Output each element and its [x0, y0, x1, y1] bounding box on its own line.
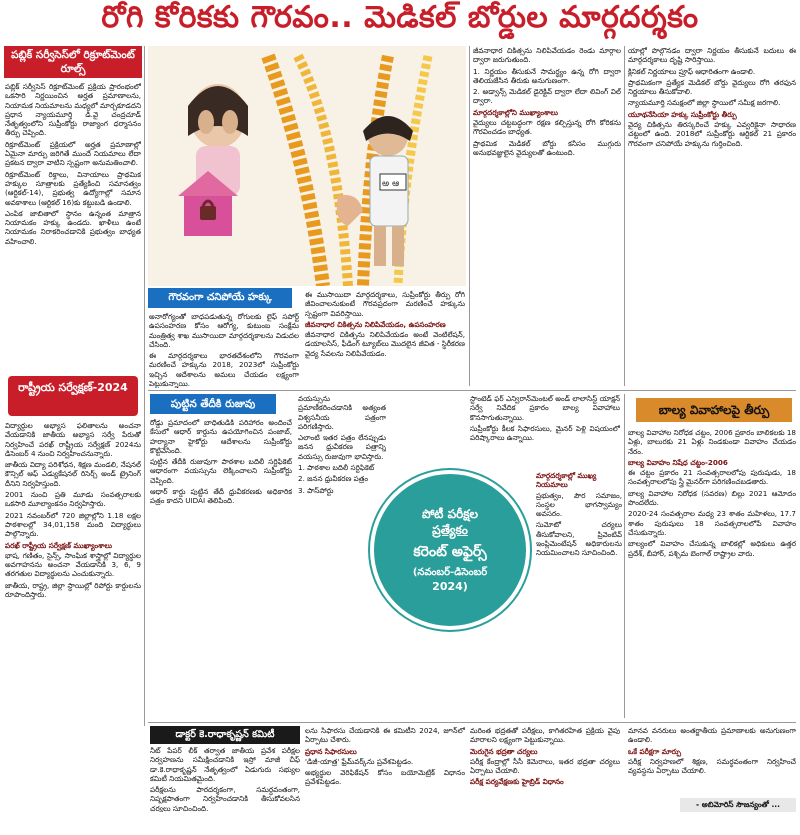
euthanasia-illustration: [148, 46, 466, 286]
dignity-para: జీవనాధార చికిత్సను నిలిపివేయడం అంటే వెంటిలేషన్, డయాలసిస్, ఫీడింగ్ ట్యూబ్‌లు మొదలైన జీవిత - స్థిరీకరణ వైద్య సేవలను నిలిపివేయడం.: [305, 330, 465, 358]
committee-para: లను సిఫారసు చేయడానికి ఈ కమిటీని 2024, జూన్‌లో ఏర్పాటు చేశారు.: [305, 726, 465, 745]
committee-para: పరీక్షలను పారదర్శకంగా, సమర్థవంతంగా, నిష్పక్షపాతంగా నిర్వహించడానికి తీసుకోవలసిన చర్యలు సూచించింది.: [150, 785, 300, 812]
masthead: [0, 0, 800, 42]
recruitment-title-text: పబ్లిక్ సర్వీసెస్‌లో రిక్రూట్‌మెంట్ రూల్స్: [11, 49, 135, 75]
child-marriage-title-text: బాల్య వివాహాలపై తీర్పు: [658, 403, 770, 417]
birthdate-para: ఆధార్ కార్డు పుట్టిన తేదీ ధ్రువీకరణకు అధికారిక పత్రం కాదని UIDAI తెలిపింది.: [150, 487, 292, 506]
survey-para: భాష, గణితం, సైన్స్, సాంఘిక శాస్త్రాల్లో విద్యార్థుల అవగాహనను అంచనా వేయడానికి 3, 6, 9 తరగతుల విద్యార్థులను ఎంచుకున్నారు.: [5, 550, 141, 579]
svg-text:అ ఆ: అ ఆ: [382, 179, 400, 189]
committee-para: మానవ వనరులు అంతర్జాతీయ ప్రమాణాలకు అనుగుణంగా ఉండాలి.: [628, 726, 796, 745]
birthdate-para: 3. పాస్‌పోర్టు: [298, 485, 334, 495]
committee-title-text: డాక్టర్ కె.రాధాకృష్ణన్ కమిటీ: [175, 729, 275, 740]
dignity-col1: [149, 312, 299, 388]
guidelines-subhead: యూథనేసియా హక్కు సుప్రీంకోర్టు తీర్పు: [628, 109, 737, 119]
birthdate-title-text: పుట్టిన తేదీకి రుజువు: [170, 398, 256, 410]
promo-line: కరెంట్ అఫైర్స్: [413, 544, 487, 560]
section-title-child-marriage: [636, 398, 792, 422]
guidelines-col2: [628, 46, 796, 386]
committee-para: మరింత భద్రతతో పరీక్షలు, కాగితరహిత ప్రక్రియ వైపు మారాలని లక్ష్యంగా పెట్టుకున్నాయి.: [470, 726, 620, 745]
guidelines-para: వైద్య చికిత్సను తిరస్కరించే హక్కు ఎవ్వరికైనా సాధారణ చట్టంలో ఉంది. 2018లో సుప్రీంకోర్టు ఆర్టికల్ 21 ప్రకారం గౌరవంగా చనిపోయే హక్కును గుర్తించింది.: [628, 120, 796, 148]
dignity-para: ఈ ముసాయిదా మార్గదర్శకాలు, సుప్రీంకోర్టు తీర్పు రోగి జీవించాలనుకుంటే గౌరవప్రదంగా మరణించే హక్కును స్పష్టంగా వివరిస్తాయి.: [305, 290, 465, 318]
birthdate-para: వయస్సును ప్రమాణీకరించడానికి అత్యంత విశ్వసనీయ పత్రంగా పరిగణిస్తారు.: [298, 394, 386, 431]
guidelines-para: యాల్లో పొల్గొనడం ద్వారా నిర్ణయం తీసుకునే బదులు ఈ మార్గదర్శకాలు దృష్టి సారిస్తాయి.: [628, 46, 796, 65]
child-marriage-para: సుప్రీంకోర్టు కీలక సిఫారసులు, మైనర్ పెళ్లి విషయంలో పరిష్కారాలు ఉన్నాయి.: [470, 423, 620, 443]
guidelines-col1: [473, 46, 621, 386]
child-marriage-col1b: [536, 470, 622, 718]
section-title-recruitment: [4, 46, 142, 78]
child-marriage-para: ప్రభుత్వం, పౌర సమాజం, సంస్థల భాగస్వామ్యం అవసరం.: [536, 490, 622, 519]
dignity-subhead: జీవనాధార చికిత్సను నిలిపివేయడం, ఉపసంహరణ: [305, 319, 446, 329]
column-divider: [144, 46, 145, 726]
column-divider: [469, 46, 470, 386]
guidelines-para: 1. నిర్ణయం తీసుకునే సామర్థ్యం ఉన్న రోగి ద్వారా తెలియజేసిన తీరుకు అనుగుణంగా.: [473, 66, 621, 85]
child-marriage-verdict-para: బాల్య వివాహాల నిరోధక చట్టం, 2006 ప్రకారం బాలికలకు 18 ఏళ్లు, బాలురకు 21 ఏళ్లు నిండకుండా వివాహం చేయడం నేరం.: [628, 428, 796, 456]
illustration-svg: [148, 46, 466, 286]
committee-subhead: మెరుగైన భద్రతా చర్యలు: [470, 746, 538, 756]
next-headline-cropped: [0, 816, 800, 835]
committee-col4: [628, 726, 796, 800]
guidelines-para: జీవనాధార చికిత్సను నిలిపివేయడం రెండు మార్గాల ద్వారా జరుగుతుంది.: [473, 46, 621, 65]
survey-body: [5, 421, 141, 721]
recruitment-para: పబ్లిక్ సర్వీసెస్ రిక్రూట్‌మెంట్ ప్రక్రియ ప్రారంభంలో ఒకసారి నిర్ణయించిన అర్హత ప్రమాణాలను, నియామక నియమాలను మధ్యలో మార్చకూడదని ప్రధాన న్యాయమూర్తి డి.వై చంద్రచూడ్ నేతృత్వంలోని సుప్రీంకోర్టు రాజ్యాంగ ధర్మాసనం తీర్పు చెప్పింది.: [5, 82, 141, 138]
birthdate-col1: [150, 418, 292, 718]
column-divider: [624, 394, 625, 718]
child-marriage-subhead: మార్గదర్శకాల్లో ముఖ్య నియమాలు: [536, 471, 597, 490]
survey-para: 2021 నవంబర్‌లో 720 జిల్లాల్లోని 1.18 లక్షల పాఠశాలల్లో 34,01,158 మంది విద్యార్థులు పాల్గొన్నారు.: [5, 510, 141, 539]
child-marriage-para: స్టాంటెడ్ ఫర్ ఎన్విరాన్‌మెంటల్ అండ్ లాలాసిస్ట్ యాక్షన్ సర్వే నివేదిక ప్రకారం బాల్య వివాహాలు కొనసాగుతున్నాయి.: [470, 394, 620, 422]
guidelines-para: 2. అడ్వాన్స్ మెడికల్ డైరెక్టివ్ ద్వారా లేదా లివింగ్ విల్ ద్వారా.: [473, 87, 621, 106]
guidelines-subhead: మార్గదర్శకాల్లోని ముఖ్యాంశాలు: [473, 107, 558, 117]
section-title-birthdate: [150, 394, 276, 414]
child-marriage-col1: [470, 394, 620, 470]
guidelines-para: ప్రాథమికంగా ప్రత్యేక మెడికల్ బోర్డు వైద్యులు రోగి తరఫున నిర్ణయాలు తీసుకోవాలి.: [628, 77, 796, 97]
child-marriage-verdict-para: 2020-24 సంవత్సరాల మధ్య 23 శాతం మహిళలు, 17.7 శాతం పురుషులు 18 సంవత్సరాలలోపే వివాహం చేసుకున్నారు.: [628, 509, 796, 537]
dignity-col2: [305, 290, 465, 388]
promo-line: 2024): [432, 580, 468, 593]
committee-para: నీట్ పేపర్ లీక్ తర్వాత జాతీయ ప్రవేశ పరీక్షల నిర్వహణను సమీక్షించడానికి ఇస్రో మాజీ చీఫ్ డా.కె.రాధాకృష్ణన్ నేతృత్వంలో ఏడుగురు సభ్యుల కమిటీ నియమితమైంది.: [150, 746, 300, 783]
recruitment-para: ఎంపిక జాబితాలో స్థానం ఉన్నంత మాత్రాన నియామకం హక్కు ఉండదు. ఖాళీలు ఉంటే నియామకం నిరాకరించడానికి ప్రభుత్వం బాధ్యత వహించాలి.: [5, 208, 141, 246]
child-marriage-verdict-body: [628, 428, 796, 718]
committee-para: అభ్యర్థుల వెరిఫికేషన్ కోసం బయోమెట్రిక్ విధానం ప్రవేశపెట్టడం.: [305, 768, 465, 787]
credit-text: - అబిమోరిస్ సౌజన్యంతో ...: [695, 800, 781, 809]
row-divider: [148, 722, 796, 723]
guidelines-para: వైద్యులు చట్టబద్ధంగా రక్షణ కల్పిస్తున్న రోగి కోరికను గౌరవించడం బాధ్యత.: [473, 118, 621, 137]
dignity-para: ఈ మార్గదర్శకాలు భారతదేశంలోని గౌరవంగా మరణించే హక్కును 2018, 2023లో సుప్రీంకోర్టు ఇచ్చిన ఆదేశాలను అమలు చేయడం లక్ష్యంగా పెట్టుకున్నాయి.: [149, 351, 299, 388]
section-title-survey: [8, 376, 138, 416]
birthdate-para: 1. పాఠశాల బదిలీ సర్టిఫికెట్: [298, 463, 375, 473]
survey-title-text: రాష్ట్రీయ సర్వేక్షణ్-2024: [18, 381, 128, 394]
committee-para: పరీక్ష నిర్వహణలో శిక్షణ, సమర్థవంతంగా నిర్వహించే వ్యవస్థను ఏర్పాటు చేయాలి.: [628, 756, 796, 776]
child-marriage-verdict-subhead: బాల్య వివాహం నిషేధ చట్టం-2006: [628, 457, 728, 467]
birthdate-para: రోడ్డు ప్రమాదంలో బాధితుడికి పరిహారం అందించే కేసులో ఆధార్ కార్డును ఉపయోగించిన పంజాబ్, హర్యానా హైకోర్టు ఆదేశాలను సుప్రీంకోర్టు కొట్టివేసింది.: [150, 418, 292, 455]
survey-para: జాతీయ, రాష్ట్ర, జిల్లా స్థాయిల్లో రిపోర్టు కార్డులను రూపొందిస్తారు.: [5, 580, 141, 600]
column-divider: [624, 46, 625, 386]
survey-subhead: పరఖ్ రాష్ట్రీయ సర్వేక్షణ్ ముఖ్యాంశాలు: [5, 540, 113, 550]
committee-col3: [470, 726, 620, 812]
committee-para: 'డిజీ-యాత్ర' ఫ్రేమ్‌వర్క్‌ను ప్రవేశపెట్టడం.: [305, 756, 414, 766]
row-divider: [148, 390, 796, 391]
survey-para: జాతీయ విద్యా పరిశోధన, శిక్షణ మండలి, నేషనల్ కౌన్సిల్ ఆఫ్ ఎడ్యుకేషనల్ రిసెర్చ్ అండ్ ట్రైనింగ్ దీనిని నిర్వహిస్తుంది.: [5, 460, 141, 488]
committee-col1: [150, 746, 300, 812]
section-title-committee: [150, 726, 300, 744]
dignity-tag-text: గౌరవంగా చనిపోయే హక్కు: [168, 292, 272, 303]
birthdate-para: 2. జనన ధ్రువీకరణ పత్రం: [298, 474, 369, 484]
recruitment-body: [5, 82, 141, 370]
guidelines-para: ప్రాథమిక మెడికల్ బోర్డు కనీసం ముగ్గురు అనుభవజ్ఞులైన వైద్యులతో ఉంటుంది.: [473, 138, 621, 157]
birthdate-para: ఎలాంటి ఇతర పత్రం లేనప్పుడు జనన ధ్రువీకరణ పత్రాన్ని వయస్సు రుజువుగా భావిస్తారు.: [298, 433, 386, 461]
committee-col2: [305, 726, 465, 812]
committee-para: పరీక్ష కేంద్రాల్లో సీసీ కెమెరాలు, ఇతర భద్రతా చర్యలు ఏర్పాటు చేయాలి.: [470, 756, 620, 776]
child-marriage-para: సుమోటో చర్యలు తీసుకోవాలని, ప్రివెంటివ్ ఇంప్లిమెంటేషన్ అధికారులను నియమించాలని సూచించింది.: [536, 520, 622, 558]
page-headline: రోగి కోరికకు గౌరవం.. మెడికల్ బోర్డుల మార్గదర్శకం: [101, 0, 699, 35]
recruitment-para: రిక్రూట్‌మెంట్ రిక్తాలు, వినాయాలు ప్రాథమిక హక్కుల సూత్రాలకు ప్రత్యేకించి సమానత్వం (ఆర్టికల్-14), ప్రభుత్వ ఉద్యోగాల్లో సమాన అవకాశాలు (ఆర్టికల్ 16)కు కట్టుబడి ఉండాలి.: [5, 169, 141, 207]
section-tag-dignity: [148, 288, 292, 308]
committee-subhead: ప్రధాన సిఫారసులు: [305, 746, 357, 756]
guidelines-para: క్లినికల్ నిర్ణయాలు ప్రూఫ్ ఆధారితంగా ఉండాలి.: [628, 66, 756, 76]
committee-subhead: పరీక్ష పర్యవేక్షణకు హైబ్రిడ్ విధానం: [470, 777, 564, 787]
promo-line: పోటీ పరీక్షల: [421, 507, 479, 521]
committee-subhead: ఒకే పరీక్షగా మార్పు: [628, 746, 682, 756]
recruitment-para: రిక్రూట్‌మెంట్ ప్రక్రియలో అర్హత ప్రమాణాల్లో ఏమైనా మార్పు జరిగితే ముందే నియమాలు లేదా ప్రకటన ద్వారా వాటిని స్పష్టంగా అనుమతించాలి.: [5, 139, 141, 168]
birthdate-para: పుట్టిన తేదీకి రుజువుగా పాఠశాల బదిలీ సర్టిఫికెట్ ఆధారంగా వయస్సును లెక్కించాలని సుప్రీంకోర్టు చెప్పింది.: [150, 457, 292, 485]
survey-para: విద్యార్థుల అభ్యాస ఫలితాలను అంచనా వేయడానికి జాతీయ అభ్యాస సర్వే పేరుతో నిర్వహించే పరఖ్ రాష్ట్రీయ సర్వేక్షణ్ 2024ను డిసెంబర్ 4 నుంచి నిర్వహించనున్నారు.: [5, 421, 141, 458]
promo-line: ప్రత్యేకం: [432, 523, 468, 537]
current-affairs-promo-badge: [370, 470, 530, 630]
child-marriage-verdict-para: ఈ చట్టం ప్రకారం 21 సంవత్సరాలలోపు పురుషుడు, 18 సంవత్సరాలలోపు స్త్రీ మైనర్‌గా పరిగణించబడతారు.: [628, 468, 796, 487]
guidelines-para: న్యాయమూర్తి సమక్షంలో జిల్లా స్థాయిలో సమీక్ష జరగాలి.: [628, 98, 781, 108]
child-marriage-verdict-para: బాల్యంలో వివాహం చేసుకున్న బాలికల్లో అధికులు ఉత్తర ప్రదేశ్, బీహార్, పశ్చిమ బెంగాల్ రాష్ట్రాల వారు.: [628, 539, 796, 558]
survey-para: 2001 నుంచి ప్రతి మూడు సంవత్సరాలకు ఒకసారి మూల్యాంకనం నిర్వహిస్తారు.: [5, 490, 141, 509]
dignity-para: అనారోగ్యంతో బాధపడుతున్న రోగులకు లైఫ్ సపోర్ట్ ఉపసంహరణ కోసం ఆరోగ్య, కుటుంబ సంక్షేమ మంత్రిత్వ శాఖ ముసాయిదా మార్గదర్శకాలను విడుదల చేసింది.: [149, 312, 299, 349]
child-marriage-verdict-para: బాల్య వివాహాల నిరోధక (సవరణ) బిల్లు 2021 ఆమోదం పొందలేదు.: [628, 488, 796, 508]
credit-line: [680, 798, 796, 812]
promo-line: (నవంబర్-డిసెంబర్: [412, 567, 488, 578]
